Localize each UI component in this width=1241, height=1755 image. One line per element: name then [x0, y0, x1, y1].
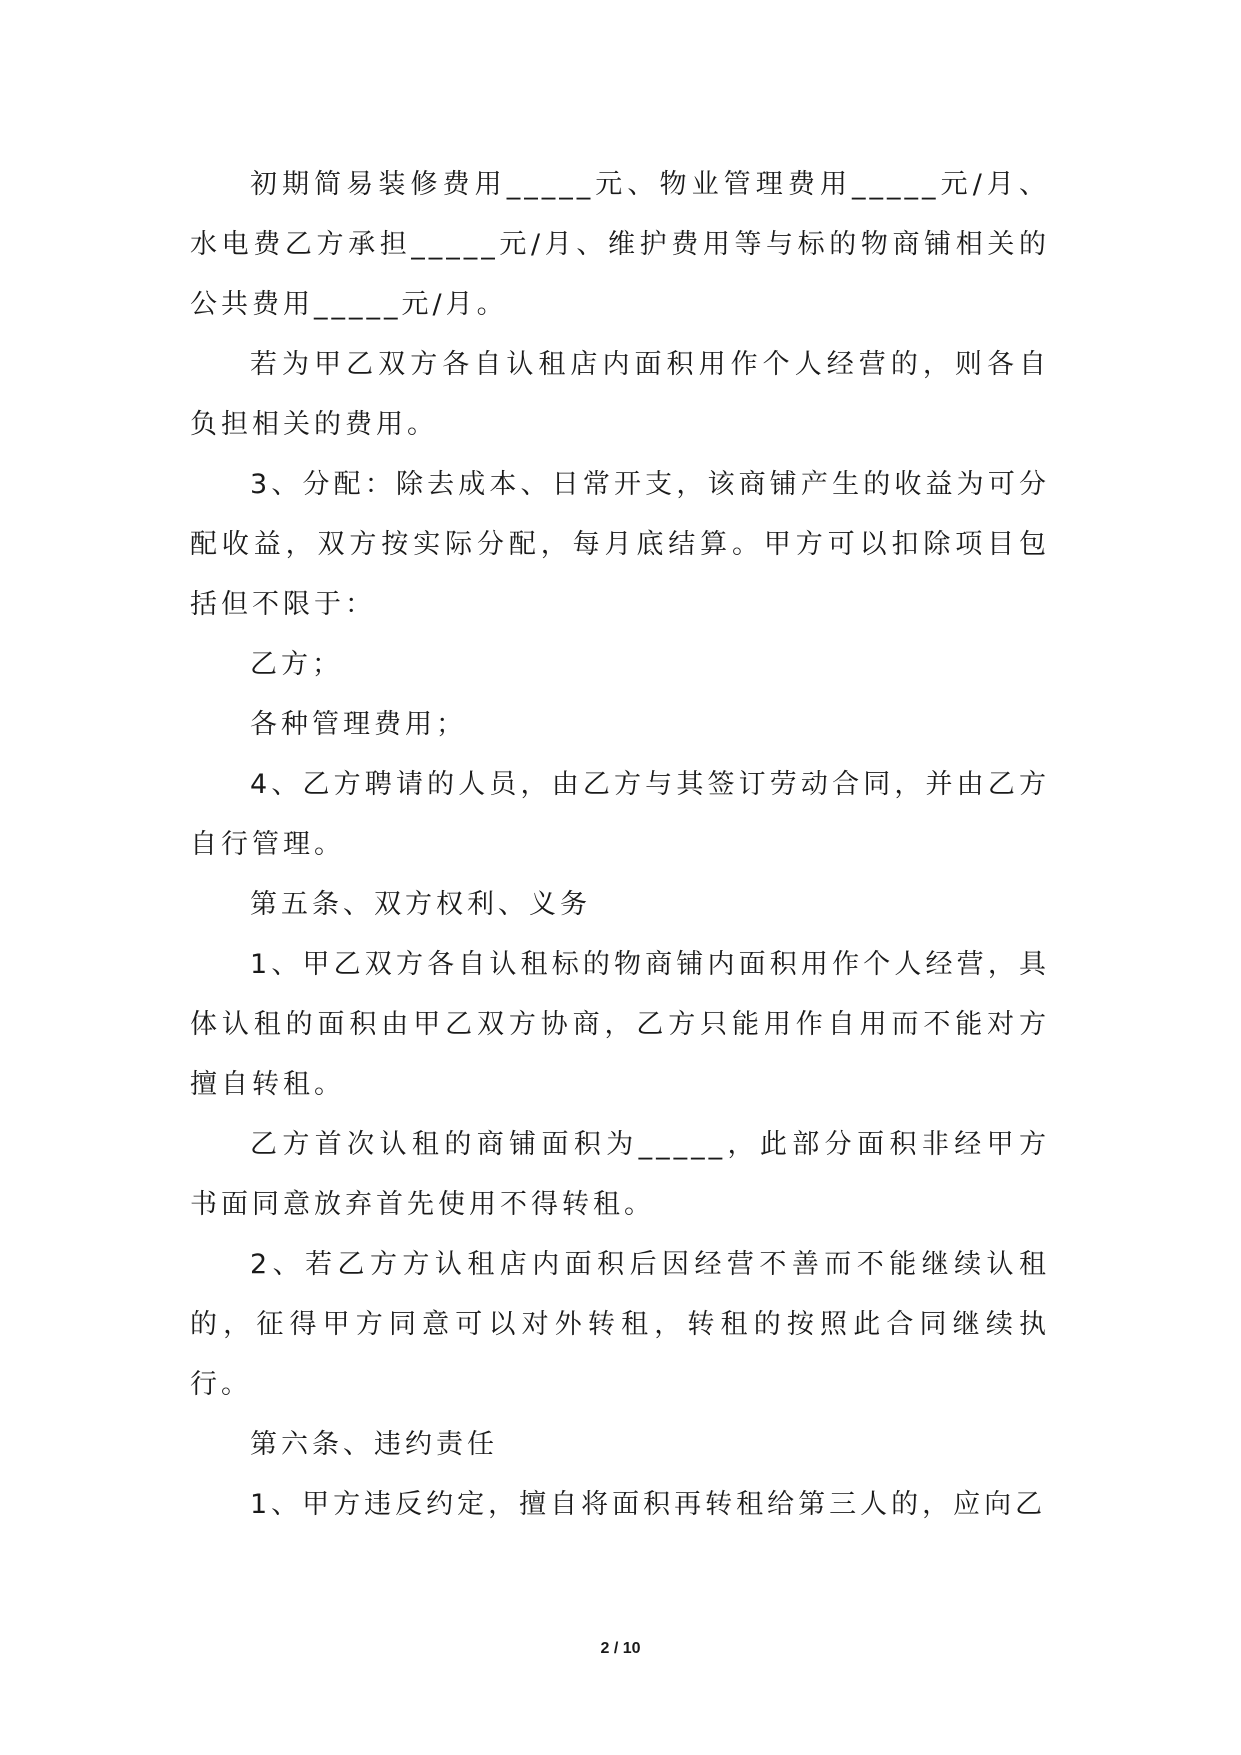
document-body	[190, 155, 1050, 1535]
section-heading: 第六条、违约责任	[250, 1429, 498, 1460]
paragraph: 乙方；	[250, 649, 343, 680]
page-number: 2 / 10	[600, 1640, 641, 1657]
paragraph: 4、乙方聘请的人员，由乙方与其签订劳动合同，并由乙方自行管理。	[190, 769, 1050, 860]
paragraph: 各种管理费用；	[250, 709, 467, 740]
paragraph: 2、若乙方方认租店内面积后因经营不善而不能继续认租的，征得甲方同意可以对外转租，转租的按照此合同继续执行。	[190, 1249, 1050, 1400]
paragraph: 3、分配：除去成本、日常开支，该商铺产生的收益为可分配收益，双方按实际分配，每月底结算。甲方可以扣除项目包括但不限于：	[190, 469, 1050, 620]
paragraph: 乙方首次认租的商铺面积为_____，此部分面积非经甲方书面同意放弃首先使用不得转租。	[190, 1129, 1050, 1220]
paragraph: 初期简易装修费用_____元、物业管理费用_____元/月、水电费乙方承担_____元/月、维护费用等与标的物商铺相关的公共费用_____元/月。	[190, 169, 1050, 320]
section-heading: 第五条、双方权利、义务	[250, 889, 591, 920]
paragraph: 1、甲方违反约定，擅自将面积再转租给第三人的，应向乙	[250, 1489, 1047, 1520]
paragraph: 若为甲乙双方各自认租店内面积用作个人经营的，则各自负担相关的费用。	[190, 349, 1050, 440]
paragraph: 1、甲乙双方各自认租标的物商铺内面积用作个人经营，具体认租的面积由甲乙双方协商，乙方只能用作自用而不能对方擅自转租。	[190, 949, 1050, 1100]
